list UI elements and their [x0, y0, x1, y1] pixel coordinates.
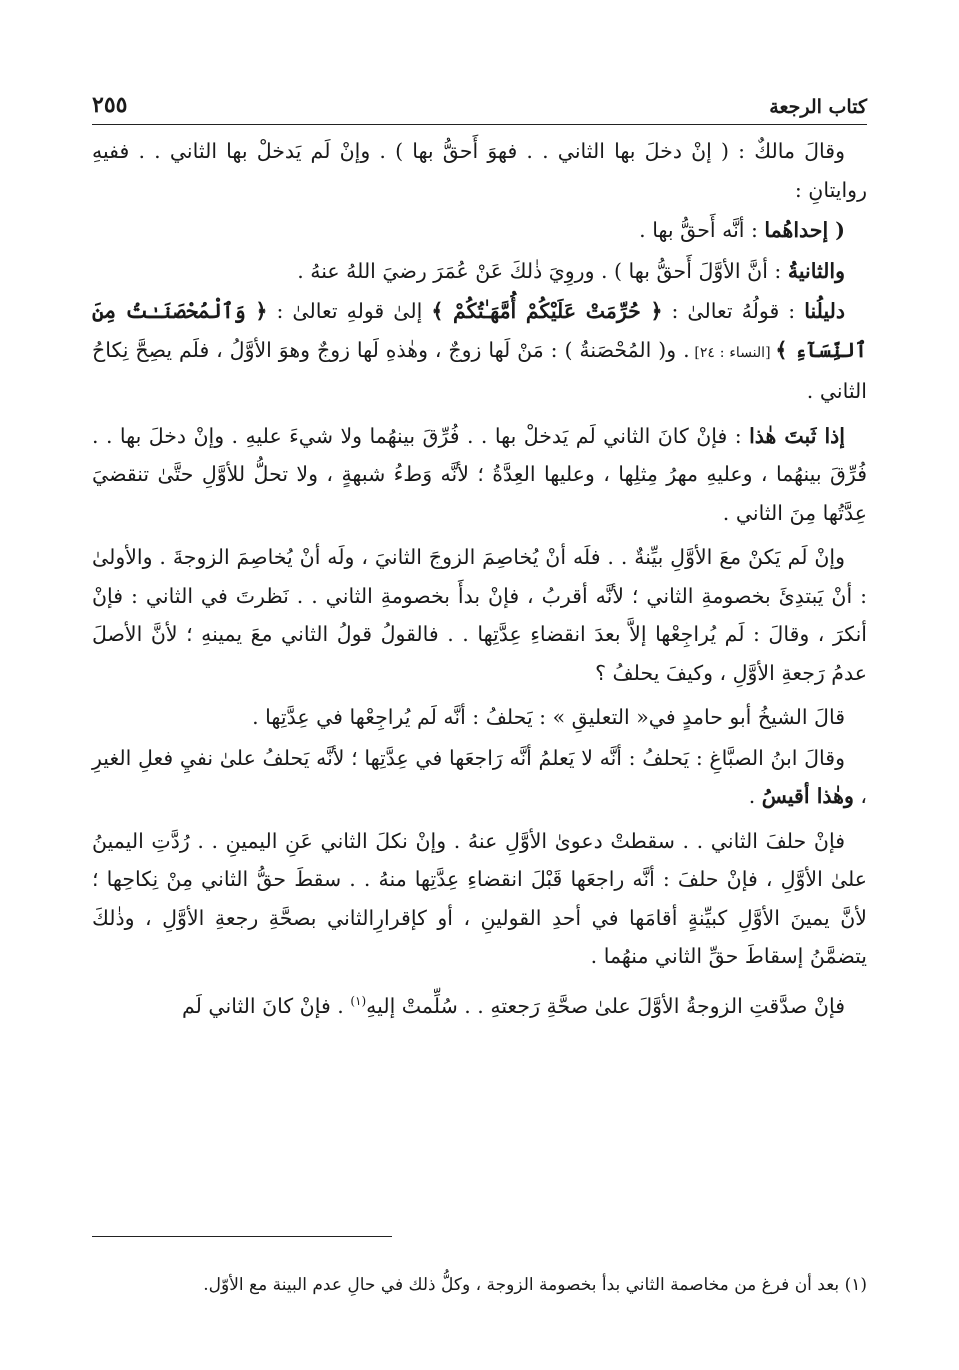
- footnote-number: (١): [844, 1275, 867, 1295]
- paragraph-text: : قولُهُ تعالىٰ :: [662, 299, 805, 323]
- paragraph-text: قالَ الشيخُ أبو حامدٍ في« التعليقِ » : يَحلفُ : أنَّه لَم يُراجِعْها في عِدَّتِها .: [252, 705, 845, 729]
- paragraph-text: : أنَّ الأوَّلَ أَحقُّ بها ) . وروِيَ ذٰلكَ عَنْ عُمَرَ رضيَ اللهُ عنهُ .: [297, 258, 788, 283]
- footnote-marker: (١): [350, 993, 367, 1008]
- paragraph-no-evidence: [92, 538, 867, 692]
- paragraph-text: . فإنْ كانَ الثاني لَم: [182, 993, 351, 1018]
- paragraph-text: وقالَ مالكٌ : ( إنْ دخلَ بها الثاني . . فهوَ أَحقُّ بها ) . وإنْ لَم يَدخلْ بها الثاني . . ففيهِ روايتانِ :: [92, 139, 867, 202]
- paragraph-first-narration: [92, 211, 867, 250]
- paragraph-malik: [92, 132, 867, 209]
- punctuation: .: [748, 784, 762, 808]
- footnote-text: بعد أن فرغ من مخاصمة الثاني بدأ بخصومة الزوجة ، وكلُّ ذلك في حالِ عدم البينة مع الأوّل.: [203, 1275, 840, 1295]
- paragraph-second-narration: [92, 252, 867, 291]
- page-header: [92, 84, 867, 125]
- paragraph-text: : فإنْ كانَ الثاني لَم يَدخلْ بها . . فُرِّقَ بينهُما ولا شيءَ عليهِ . وإنْ دخلَ بها . . فُرِّقَ بينهُما ، وعليهِ مهرُ مِثلِها ، وعليها العِدَّةُ ؛ لأنَّه وَطءُ شبهةٍ ، ولا تحلُّ للأوَّلِ حتَّىٰ تنقضيَ عِدَّتُها مِنَ الثاني .: [92, 423, 867, 525]
- paragraph-ibn-sabbagh: [92, 739, 867, 816]
- paragraph-text: : أنَّه أَحقُّ بها .: [639, 218, 765, 242]
- page-number: ٢٥٥: [92, 92, 128, 118]
- paragraph-text: . و( المُحْصَنةُ ) : مَنْ لَها زوجٌ ، وهٰذهِ لَها زوجٌ وهوَ الأوَّلُ ، فلَم يصِحَّ نِكاحُ الثاني .: [92, 337, 867, 403]
- emphasis-text: وهٰذا أقيسُ: [761, 784, 854, 808]
- quran-verse: ﴿ حُرِّمَتْ عَلَيْكُمْ أُمَّهَـٰتُكُمْ ﴾: [431, 299, 663, 323]
- paragraph-text: فإنْ صدَّقتِ الزوجةُ الأوَّلَ علىٰ صحَّةِ رَجعتهِ . . سُلِّمتْ إليهِ: [366, 993, 845, 1018]
- paragraph-text: وقالَ ابنُ الصبَّاغِ : يَحلفُ : أنَّه لا يَعلمُ أنَّه رَاجعَها في عِدَّتِها ؛ لأنَّه يَحلفُ علىٰ نفيِ فعلِ الغيرِ ،: [92, 745, 867, 808]
- section-label: إذا ثَبتَ هٰذا: [749, 423, 845, 448]
- evidence-label: دليلُنا: [804, 299, 845, 323]
- paragraph-abu-hamid: [92, 698, 867, 737]
- paragraph-oath: [92, 822, 867, 976]
- narration-label: ( إحداهُما: [764, 218, 845, 242]
- footnote-divider: [92, 1236, 392, 1237]
- paragraph-text: فإنْ حلفَ الثاني . . سقطتْ دعوىٰ الأوَّلِ عنهُ . وإنْ نكلَ الثاني عَنِ اليمينِ . . رُدَّتِ اليمينُ علىٰ الأوَّلِ ، فإنْ حلفَ : أنَّه راجعَها قَبْلَ انقضاءِ عِدَّتِها منهُ . . سقطَ حقُّ الثاني مِنْ نِكاحِها ؛ لأنَّ يمينَ الأوَّلِ كبيِّنةٍ أقامَها في أحدِ القولينِ ، أو كإقرارِالثاني بصحَّةِ رجعةِ الأوَّلِ ، وذٰلكَ يتضمَّنُ إسقاطَ حقِّ الثاني منهُما .: [92, 828, 867, 968]
- paragraph-text: وإنْ لَم يَكنْ معَ الأوَّلِ بيِّنةٌ . . فلَه أنْ يُخاصِمَ الزوجَ الثانيَ ، ولَه أنْ يُخاصِمَ الزوجةَ . والأولىٰ : أنْ يَبتدِئَ بخصومةِ الثاني ؛ لأنَّه أقربُ ، فإنْ بدأَ بخصومةِ الثاني . . نَظرتَ في الثاني : فإنْ أنكرَ ، وقالَ : لَم يُراجِعْها إلاَّ بعدَ انقضاءِ عِدَّتِها . . فالقولُ قولُ الثاني معَ يمينهِ ؛ لأنَّ الأصلَ عدمُ رَجعةِ الأوَّلِ ، وكيفَ يحلفُ ؟: [92, 545, 867, 685]
- verse-reference: [النساء : ٢٤]: [689, 344, 776, 361]
- footnote: [92, 1272, 867, 1298]
- paragraph-wife-confirms: [92, 982, 867, 1025]
- main-text: [92, 132, 867, 1031]
- running-title: كتاب الرجعة: [769, 96, 867, 118]
- narration-label: والثانيةُ: [787, 258, 845, 283]
- paragraph-text: إلىٰ قولهِ تعالىٰ :: [267, 299, 432, 323]
- paragraph-evidence: [92, 292, 867, 411]
- paragraph-established: [92, 417, 867, 533]
- quran-verse: ﴿ وَٱلْمُحْصَنَـٰتُ مِنَ ٱلنِّسَآءِ ﴾: [92, 299, 867, 362]
